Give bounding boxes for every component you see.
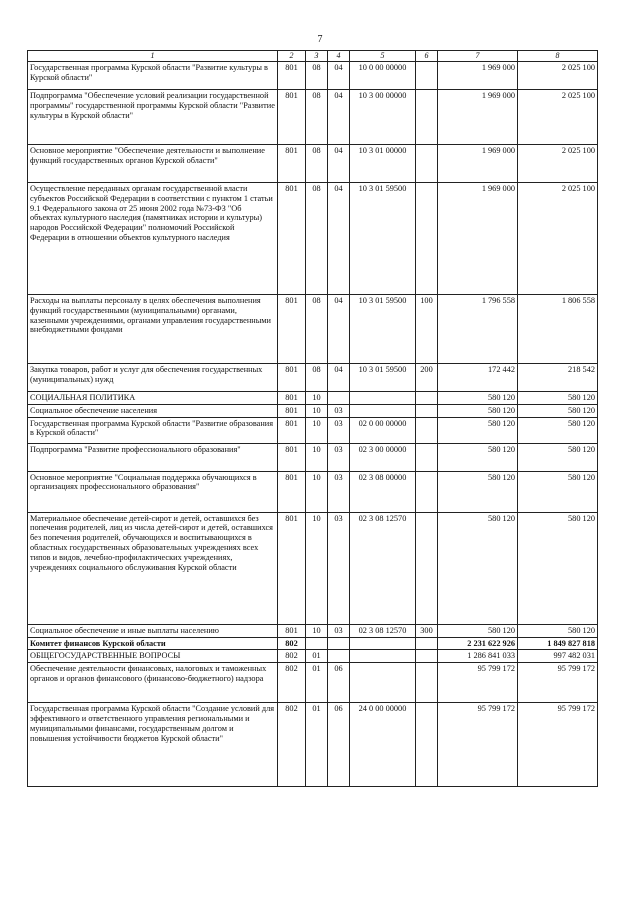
row-sum-1: 95 799 172: [438, 663, 518, 703]
row-target: 10 3 01 59500: [350, 363, 416, 391]
row-name: Основное мероприятие "Обеспечение деятельности и выполнение функций государственных органов Курской области": [28, 144, 278, 182]
row-code: 801: [278, 417, 306, 443]
row-section: 08: [306, 89, 328, 144]
row-sum-1: 1 286 841 033: [438, 650, 518, 663]
table-row: [28, 443, 598, 471]
row-name: ОБЩЕГОСУДАРСТВЕННЫЕ ВОПРОСЫ: [28, 650, 278, 663]
row-subsection: 03: [328, 443, 350, 471]
row-section: 10: [306, 404, 328, 417]
row-sum-1: 580 120: [438, 391, 518, 404]
row-subsection: 04: [328, 363, 350, 391]
row-section: 01: [306, 663, 328, 703]
row-type: [416, 443, 438, 471]
row-subsection: [328, 650, 350, 663]
table-row: [28, 512, 598, 624]
row-target: 10 3 01 59500: [350, 294, 416, 363]
table-row: [28, 182, 598, 294]
table-row: [28, 637, 598, 650]
row-section: 08: [306, 363, 328, 391]
row-subsection: 06: [328, 663, 350, 703]
row-sum-1: 1 796 558: [438, 294, 518, 363]
row-code: 801: [278, 182, 306, 294]
row-target: [350, 650, 416, 663]
table-row: [28, 294, 598, 363]
row-type: [416, 182, 438, 294]
row-sum-2: 2 025 100: [518, 61, 598, 89]
row-subsection: [328, 637, 350, 650]
column-header: 4: [328, 51, 350, 62]
row-target: 10 3 00 00000: [350, 89, 416, 144]
table-row: [28, 391, 598, 404]
row-type: [416, 512, 438, 624]
row-sum-1: 1 969 000: [438, 182, 518, 294]
row-subsection: 04: [328, 294, 350, 363]
row-type: [416, 89, 438, 144]
row-sum-2: 580 120: [518, 404, 598, 417]
table-row: [28, 144, 598, 182]
row-name: СОЦИАЛЬНАЯ ПОЛИТИКА: [28, 391, 278, 404]
row-name: Государственная программа Курской области "Создание условий для эффективного и ответственного управления региональными и муниципальными финансами, государственным долгом и повышения устойчивости бюджетов Курской области": [28, 703, 278, 787]
row-sum-1: 580 120: [438, 624, 518, 637]
table-row: [28, 417, 598, 443]
row-target: [350, 404, 416, 417]
row-section: 01: [306, 703, 328, 787]
row-subsection: 04: [328, 144, 350, 182]
page-number: 7: [317, 34, 323, 45]
row-code: 801: [278, 443, 306, 471]
row-subsection: 04: [328, 182, 350, 294]
row-name: Обеспечение деятельности финансовых, налоговых и таможенных органов и органов финансового (финансово-бюджетного) надзора: [28, 663, 278, 703]
row-sum-1: 1 969 000: [438, 89, 518, 144]
row-sum-2: 580 120: [518, 443, 598, 471]
row-section: 10: [306, 512, 328, 624]
row-code: 801: [278, 144, 306, 182]
row-type: [416, 650, 438, 663]
table-row: [28, 89, 598, 144]
row-target: 02 3 08 12570: [350, 624, 416, 637]
row-sum-2: 2 025 100: [518, 182, 598, 294]
row-type: [416, 417, 438, 443]
row-section: 10: [306, 624, 328, 637]
row-target: [350, 663, 416, 703]
row-code: 801: [278, 391, 306, 404]
row-sum-1: 580 120: [438, 512, 518, 624]
row-sum-2: 580 120: [518, 624, 598, 637]
row-name: Подпрограмма "Развитие профессионального образования": [28, 443, 278, 471]
row-type: [416, 391, 438, 404]
row-target: 10 0 00 00000: [350, 61, 416, 89]
budget-table: [27, 50, 598, 787]
row-section: 10: [306, 391, 328, 404]
row-sum-2: 95 799 172: [518, 663, 598, 703]
row-target: 02 3 08 00000: [350, 471, 416, 512]
row-sum-2: 2 025 100: [518, 144, 598, 182]
row-code: 802: [278, 663, 306, 703]
table-row: [28, 363, 598, 391]
row-sum-2: 218 542: [518, 363, 598, 391]
row-target: 10 3 01 00000: [350, 144, 416, 182]
row-type: [416, 663, 438, 703]
row-code: 801: [278, 294, 306, 363]
row-name: Подпрограмма "Обеспечение условий реализации государственной программы" государственной программы Курской области "Развитие культуры в Курской области": [28, 89, 278, 144]
row-sum-1: 1 969 000: [438, 61, 518, 89]
row-sum-1: 580 120: [438, 471, 518, 512]
row-subsection: [328, 391, 350, 404]
row-code: 801: [278, 89, 306, 144]
table-row: [28, 703, 598, 787]
row-name: Расходы на выплаты персоналу в целях обеспечения выполнения функций государственными (муниципальными) органами, казенными учреждениями, органами управления государственными внебюджетными фондами: [28, 294, 278, 363]
table-row: [28, 650, 598, 663]
row-subsection: 03: [328, 471, 350, 512]
row-section: 01: [306, 650, 328, 663]
row-name: Комитет финансов Курской области: [28, 637, 278, 650]
row-section: 08: [306, 61, 328, 89]
row-sum-2: 580 120: [518, 417, 598, 443]
row-name: Закупка товаров, работ и услуг для обеспечения государственных (муниципальных) нужд: [28, 363, 278, 391]
row-sum-1: 172 442: [438, 363, 518, 391]
row-type: 100: [416, 294, 438, 363]
row-subsection: 03: [328, 512, 350, 624]
column-header: 7: [438, 51, 518, 62]
row-subsection: 03: [328, 417, 350, 443]
row-sum-2: 580 120: [518, 512, 598, 624]
row-section: 08: [306, 144, 328, 182]
row-section: 08: [306, 182, 328, 294]
row-sum-2: 997 482 031: [518, 650, 598, 663]
row-sum-1: 1 969 000: [438, 144, 518, 182]
row-target: 02 3 08 12570: [350, 512, 416, 624]
row-sum-2: 1 806 558: [518, 294, 598, 363]
row-name: Основное мероприятие "Социальная поддержка обучающихся в организациях профессионального образования": [28, 471, 278, 512]
row-section: 10: [306, 471, 328, 512]
row-type: [416, 637, 438, 650]
row-code: 801: [278, 404, 306, 417]
row-code: 801: [278, 512, 306, 624]
row-type: [416, 703, 438, 787]
row-subsection: 03: [328, 404, 350, 417]
row-section: 10: [306, 443, 328, 471]
row-code: 802: [278, 637, 306, 650]
row-subsection: 04: [328, 61, 350, 89]
row-sum-2: 580 120: [518, 471, 598, 512]
row-subsection: 03: [328, 624, 350, 637]
row-target: 02 3 00 00000: [350, 443, 416, 471]
column-header: 6: [416, 51, 438, 62]
row-target: 02 0 00 00000: [350, 417, 416, 443]
row-code: 802: [278, 650, 306, 663]
row-target: 24 0 00 00000: [350, 703, 416, 787]
row-target: [350, 391, 416, 404]
row-code: 801: [278, 624, 306, 637]
row-name: Социальное обеспечение населения: [28, 404, 278, 417]
column-header: 5: [350, 51, 416, 62]
row-sum-2: 2 025 100: [518, 89, 598, 144]
row-code: 802: [278, 703, 306, 787]
row-subsection: 04: [328, 89, 350, 144]
row-code: 801: [278, 363, 306, 391]
column-header: 2: [278, 51, 306, 62]
row-target: [350, 637, 416, 650]
row-name: Государственная программа Курской области "Развитие образования в Курской области": [28, 417, 278, 443]
row-sum-1: 580 120: [438, 404, 518, 417]
table-row: [28, 61, 598, 89]
row-section: 10: [306, 417, 328, 443]
row-section: [306, 637, 328, 650]
row-section: 08: [306, 294, 328, 363]
row-name: Государственная программа Курской области "Развитие культуры в Курской области": [28, 61, 278, 89]
row-type: [416, 404, 438, 417]
row-sum-1: 580 120: [438, 443, 518, 471]
table-row: [28, 404, 598, 417]
row-sum-2: 1 849 827 818: [518, 637, 598, 650]
row-type: [416, 61, 438, 89]
column-number-row: [28, 51, 598, 62]
row-type: [416, 144, 438, 182]
row-name: Материальное обеспечение детей-сирот и детей, оставшихся без попечения родителей, лиц из числа детей-сирот и детей, оставшихся без попечения родителей, обучающихся и воспитывающихся в областных государственных образовательных учреждениях всех типов и видов, лечебно-профилактических учреждениях, учреждениях социального обслуживания Курской области: [28, 512, 278, 624]
row-code: 801: [278, 471, 306, 512]
row-type: [416, 471, 438, 512]
row-type: 300: [416, 624, 438, 637]
row-name: Осуществление переданных органам государственной власти субъектов Российской Федерации в соответствии с пунктом 1 статьи 9.1 Федерального закона от 25 июня 2002 года №73-ФЗ "Об объектах культурного наследия (памятниках истории и культуры) народов Российской Федерации" полномочий Российской Федерации в отношении объектов культурного наследия: [28, 182, 278, 294]
row-sum-2: 580 120: [518, 391, 598, 404]
table-row: [28, 663, 598, 703]
table-row: [28, 624, 598, 637]
row-subsection: 06: [328, 703, 350, 787]
row-sum-1: 2 231 622 926: [438, 637, 518, 650]
row-sum-1: 95 799 172: [438, 703, 518, 787]
row-target: 10 3 01 59500: [350, 182, 416, 294]
row-sum-1: 580 120: [438, 417, 518, 443]
table-row: [28, 471, 598, 512]
row-name: Социальное обеспечение и иные выплаты населению: [28, 624, 278, 637]
column-header: 8: [518, 51, 598, 62]
column-header: 1: [28, 51, 278, 62]
column-header: 3: [306, 51, 328, 62]
row-sum-2: 95 799 172: [518, 703, 598, 787]
row-code: 801: [278, 61, 306, 89]
row-type: 200: [416, 363, 438, 391]
